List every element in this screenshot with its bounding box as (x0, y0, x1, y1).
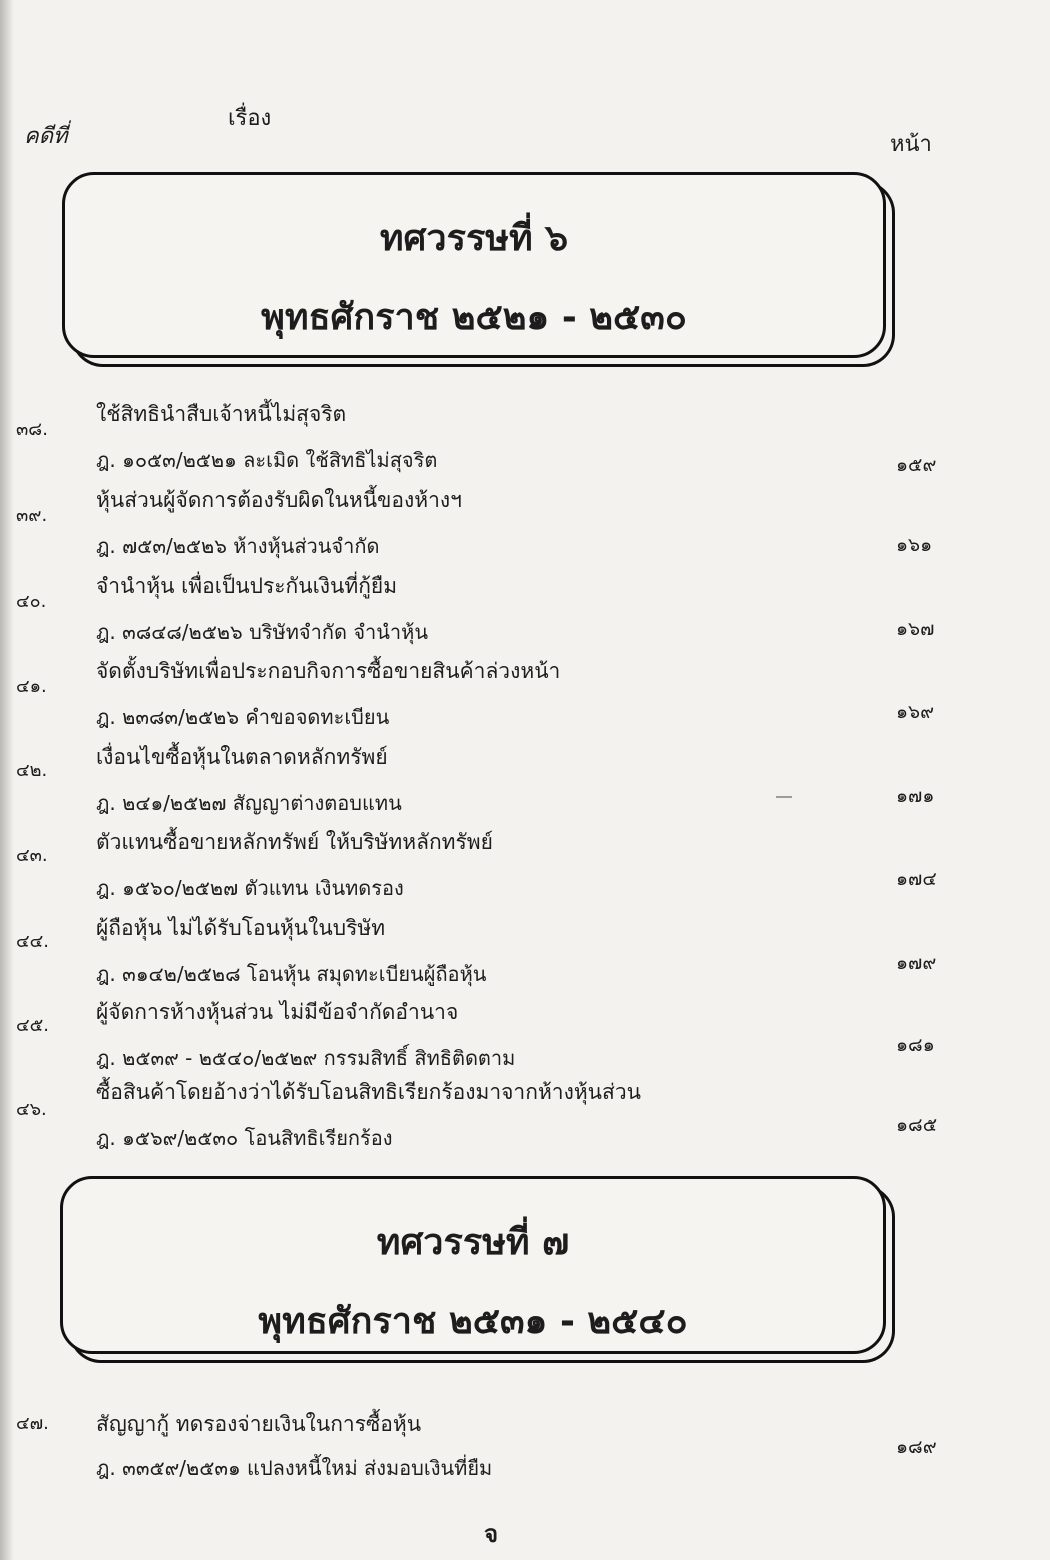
case-number: ๔๐. (16, 591, 47, 612)
toc-entry[interactable] (0, 912, 1050, 998)
page-number-header: หน้า (890, 132, 932, 157)
toc-entry[interactable] (0, 570, 1050, 656)
page-number: ๑๖๗ (896, 618, 935, 640)
decade-title: ทศวรรษที่ ๖ (379, 218, 569, 259)
case-number: ๓๙. (16, 505, 48, 526)
case-number: ๔๑. (16, 676, 47, 697)
page-number: ๑๗๔ (896, 868, 937, 890)
decade-6-banner (62, 172, 886, 358)
toc-entry[interactable] (0, 826, 1050, 912)
decade-title: ทศวรรษที่ ๗ (376, 1222, 570, 1263)
ruling-reference: ฎ. ๓๑๔๒/๒๕๒๘ โอนหุ้น สมุดทะเบียนผู้ถือหุ้น (96, 962, 487, 986)
case-number: ๓๘. (16, 419, 48, 440)
page-number: ๑๘๙ (896, 1436, 937, 1458)
ruling-reference: ฎ. ๓๘๔๘/๒๕๒๖ บริษัทจำกัด จำนำหุ้น (96, 620, 429, 644)
page-number: ๑๖๑ (896, 534, 933, 556)
footer-page-letter: จ (484, 1520, 499, 1548)
ruling-reference: ฎ. ๗๕๓/๒๕๒๖ ห้างหุ้นส่วนจำกัด (96, 534, 380, 558)
case-topic: ผู้ถือหุ้น ไม่ได้รับโอนหุ้นในบริษัท (96, 916, 386, 940)
case-topic: สัญญากู้ ทดรองจ่ายเงินในการซื้อหุ้น (96, 1412, 422, 1436)
case-topic: ตัวแทนซื้อขายหลักทรัพย์ ให้บริษัทหลักทรัพย์ (96, 830, 493, 854)
toc-entry[interactable] (0, 741, 1050, 827)
ruling-reference: ฎ. ๑๕๖๙/๒๕๓๐ โอนสิทธิเรียกร้อง (96, 1126, 393, 1150)
page-number: ๑๗๙ (896, 952, 937, 974)
decade-years: พุทธศักราช ๒๕๒๑ - ๒๕๓๐ (261, 297, 687, 338)
ruling-reference: ฎ. ๒๓๘๓/๒๕๒๖ คำขอจดทะเบียน (96, 705, 390, 729)
page-number: ๑๘๕ (896, 1114, 938, 1136)
ruling-reference: ฎ. ๒๔๑/๒๕๒๗ สัญญาต่างตอบแทน (96, 791, 402, 815)
case-number-header: คดีที่ (24, 124, 68, 149)
decade-years: พุทธศักราช ๒๕๓๑ - ๒๕๔๐ (258, 1301, 688, 1342)
case-number: ๔๒. (16, 760, 48, 781)
page-number: ๑๕๙ (896, 454, 937, 476)
topic-header: เรื่อง (228, 106, 272, 131)
ruling-reference: ฎ. ๑๕๖๐/๒๕๒๗ ตัวแทน เงินทดรอง (96, 876, 404, 900)
toc-entry[interactable] (0, 996, 1050, 1082)
toc-entry[interactable] (0, 655, 1050, 741)
case-topic: เงื่อนไขซื้อหุ้นในตลาดหลักทรัพย์ (96, 745, 388, 769)
case-topic: จัดตั้งบริษัทเพื่อประกอบกิจการซื้อขายสินค้าล่วงหน้า (96, 659, 561, 683)
ruling-reference: ฎ. ๒๕๓๙ - ๒๕๔๐/๒๕๒๙ กรรมสิทธิ์ สิทธิติดตาม (96, 1046, 516, 1070)
toc-entry[interactable] (0, 1076, 1050, 1162)
case-number: ๔๓. (16, 845, 48, 866)
page-number: ๑๘๑ (896, 1034, 935, 1056)
paper-speck (776, 796, 792, 798)
case-topic: จำนำหุ้น เพื่อเป็นประกันเงินที่กู้ยืม (96, 574, 398, 598)
case-topic: ใช้สิทธินำสืบเจ้าหนี้ไม่สุจริต (96, 402, 347, 426)
decade-7-banner (60, 1176, 886, 1354)
ruling-reference: ฎ. ๓๓๕๙/๒๕๓๑ แปลงหนี้ใหม่ ส่งมอบเงินที่ยืม (96, 1456, 493, 1480)
ruling-reference: ฎ. ๑๐๕๓/๒๕๒๑ ละเมิด ใช้สิทธิไม่สุจริต (96, 448, 438, 472)
case-number: ๔๖. (16, 1099, 47, 1120)
case-topic: ผู้จัดการห้างหุ้นส่วน ไม่มีข้อจำกัดอำนาจ (96, 1000, 459, 1024)
toc-entry[interactable] (0, 398, 1050, 484)
toc-entry[interactable] (0, 1408, 1050, 1494)
case-topic: ซื้อสินค้าโดยอ้างว่าได้รับโอนสิทธิเรียกร้องมาจากห้างหุ้นส่วน (96, 1080, 641, 1104)
case-number: ๔๗. (16, 1413, 49, 1434)
case-number: ๔๕. (16, 1015, 49, 1036)
page-number: ๑๖๙ (896, 701, 935, 723)
case-topic: หุ้นส่วนผู้จัดการต้องรับผิดในหนี้ของห้างฯ (96, 488, 462, 512)
case-number: ๔๔. (16, 931, 49, 952)
toc-entry[interactable] (0, 484, 1050, 570)
page-number: ๑๗๑ (896, 785, 935, 807)
